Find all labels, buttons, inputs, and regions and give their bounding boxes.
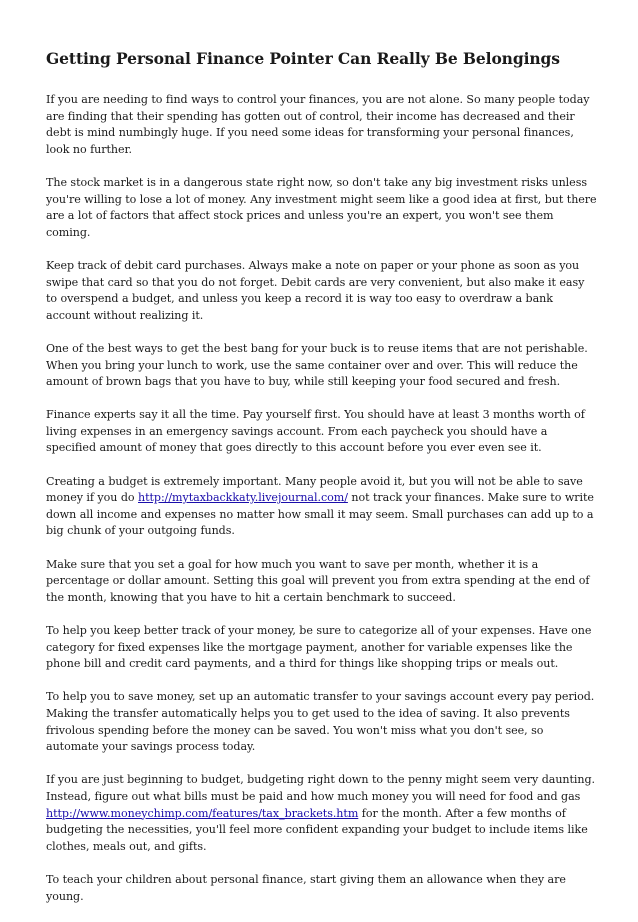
paragraph-9: To help you to save money, set up an automatic transfer to your savings account every pay period. Making the transfer automatically helps you to get used to the idea of saving. It also prevents frivolous spending before the money can be saved. You won't miss what you don't see, so automate your savings process today.: [46, 690, 595, 754]
paragraph-7: Make sure that you set a goal for how much you want to save per month, whether it is a percentage or dollar amount. Setting this goal will prevent you from extra spending at the end of the month, knowing that you have to hit a certain benchmark to succeed.: [46, 557, 590, 604]
paragraph-5: Finance experts say it all the time. Pay yourself first. You should have at least 3 months worth of living expenses in an emergency savings account. From each paycheck you should have a specified amount of money that goes directly to this account before you ever even see it.: [46, 408, 585, 455]
paragraph-6-text-after: not track your finances. Make sure to write down all income and expenses no matter how small it may seem. Small purchases can add up to a big chunk of your outgoing funds.: [46, 491, 594, 538]
paragraph-10: [46, 772, 598, 855]
document-page: [46, 48, 598, 922]
document-title: Getting Personal Finance Pointer Can Really Be Belongings: [46, 49, 560, 68]
paragraph-6: [46, 474, 598, 540]
paragraph-10-text-before: If you are just beginning to budget, budgeting right down to the penny might seem very daunting. Instead, figure out what bills must be paid and how much money you will need for food and gas: [46, 773, 596, 803]
paragraph-10-text-after: for the month. After a few months of budgeting the necessities, you'll feel more confident expanding your budget to include items like clothes, meals out, and gifts.: [46, 806, 588, 853]
paragraph-3: Keep track of debit card purchases. Always make a note on paper or your phone as soon as you swipe that card so that you do not forget. Debit cards are very convenient, but also make it easy to overspend a budget, and unless you keep a record it is way too easy to overdraw a bank account without realizing it.: [46, 258, 585, 322]
paragraph-6-text-before: Creating a budget is extremely important. Many people avoid it, but you will not be able to save money if you do: [46, 474, 583, 505]
paragraph-2: The stock market is in a dangerous state right now, so don't take any big investment risks unless you're willing to lose a lot of money. Any investment might seem like a good idea at first, but there are a lot of factors that affect stock prices and unless you're an expert, you won't see them coming.: [46, 175, 597, 239]
paragraph-8: To help you keep better track of your money, be sure to categorize all of your expenses. Have one category for fixed expenses like the mortgage payment, another for variable expenses like the phone bill and credit card payments, and a third for things like shopping trips or meals out.: [46, 624, 592, 671]
paragraph-1: If you are needing to find ways to control your finances, you are not alone. So many people today are finding that their spending has gotten out of control, their income has decreased and their debt is mind numbingly huge. If you need some ideas for transforming your personal finances, look no further.: [46, 93, 590, 156]
paragraph-11: To teach your children about personal finance, start giving them an allowance when they are young.: [46, 872, 566, 903]
moneychimp-link[interactable]: http://www.moneychimp.com/features/tax_brackets.htm: [46, 806, 359, 820]
livejournal-link[interactable]: http://mytaxbackkaty.livejournal.com/: [138, 491, 348, 505]
paragraph-4: One of the best ways to get the best bang for your buck is to reuse items that are not perishable. When you bring your lunch to work, use the same container over and over. This will reduce the amount of brown bags that you have to buy, while still keeping your food secured and fresh.: [46, 341, 588, 389]
